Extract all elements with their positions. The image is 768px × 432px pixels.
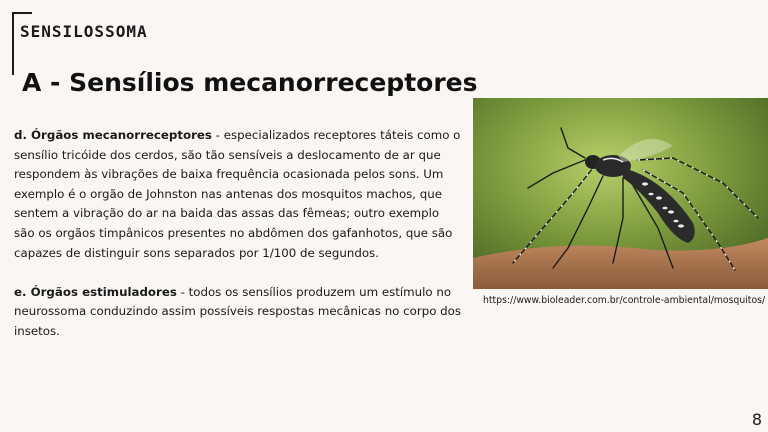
term-stimulators: e. Órgãos estimuladores [14,284,177,299]
mosquito-photo [473,98,768,289]
paragraph-mechanoreceptors [14,126,462,263]
corner-bracket-horizontal [12,12,32,14]
slide-body [14,126,462,342]
corner-bracket-vertical [12,12,14,75]
brand-label: SENSILOSSOMA [20,22,148,41]
paragraph-stimulators [14,283,462,342]
definition-mechanoreceptors: - especializados receptores táteis como o sensílio tricóide dos cerdos, são tão sensíveis a deslocamento de ar que respondem às vibrações de baixa frequência ocasionada pelos sons. Um exemplo é o orgão de Johnston nas antenas dos mosquitos machos, que sentem a vibração do ar na baida das assas das fêmeas; outro exemplo são os orgãos timpânicos presentes no abdômen dos gafanhotos, que são capazes de distinguir sons separados por 1/100 de segundos. [14,128,461,260]
slide-title: A - Sensílios mecanorreceptores [22,68,478,97]
page-number: 8 [751,410,762,429]
term-mechanoreceptors: d. Órgãos mecanorreceptores [14,128,212,142]
definition-stimulators: - todos os sensílios produzem um estímulo no neurossoma conduzindo assim possíveis respostas mecânicas no corpo dos insetos. [14,284,462,338]
image-source-caption: https://www.bioleader.com.br/controle-ambiental/mosquitos/ [483,295,766,306]
